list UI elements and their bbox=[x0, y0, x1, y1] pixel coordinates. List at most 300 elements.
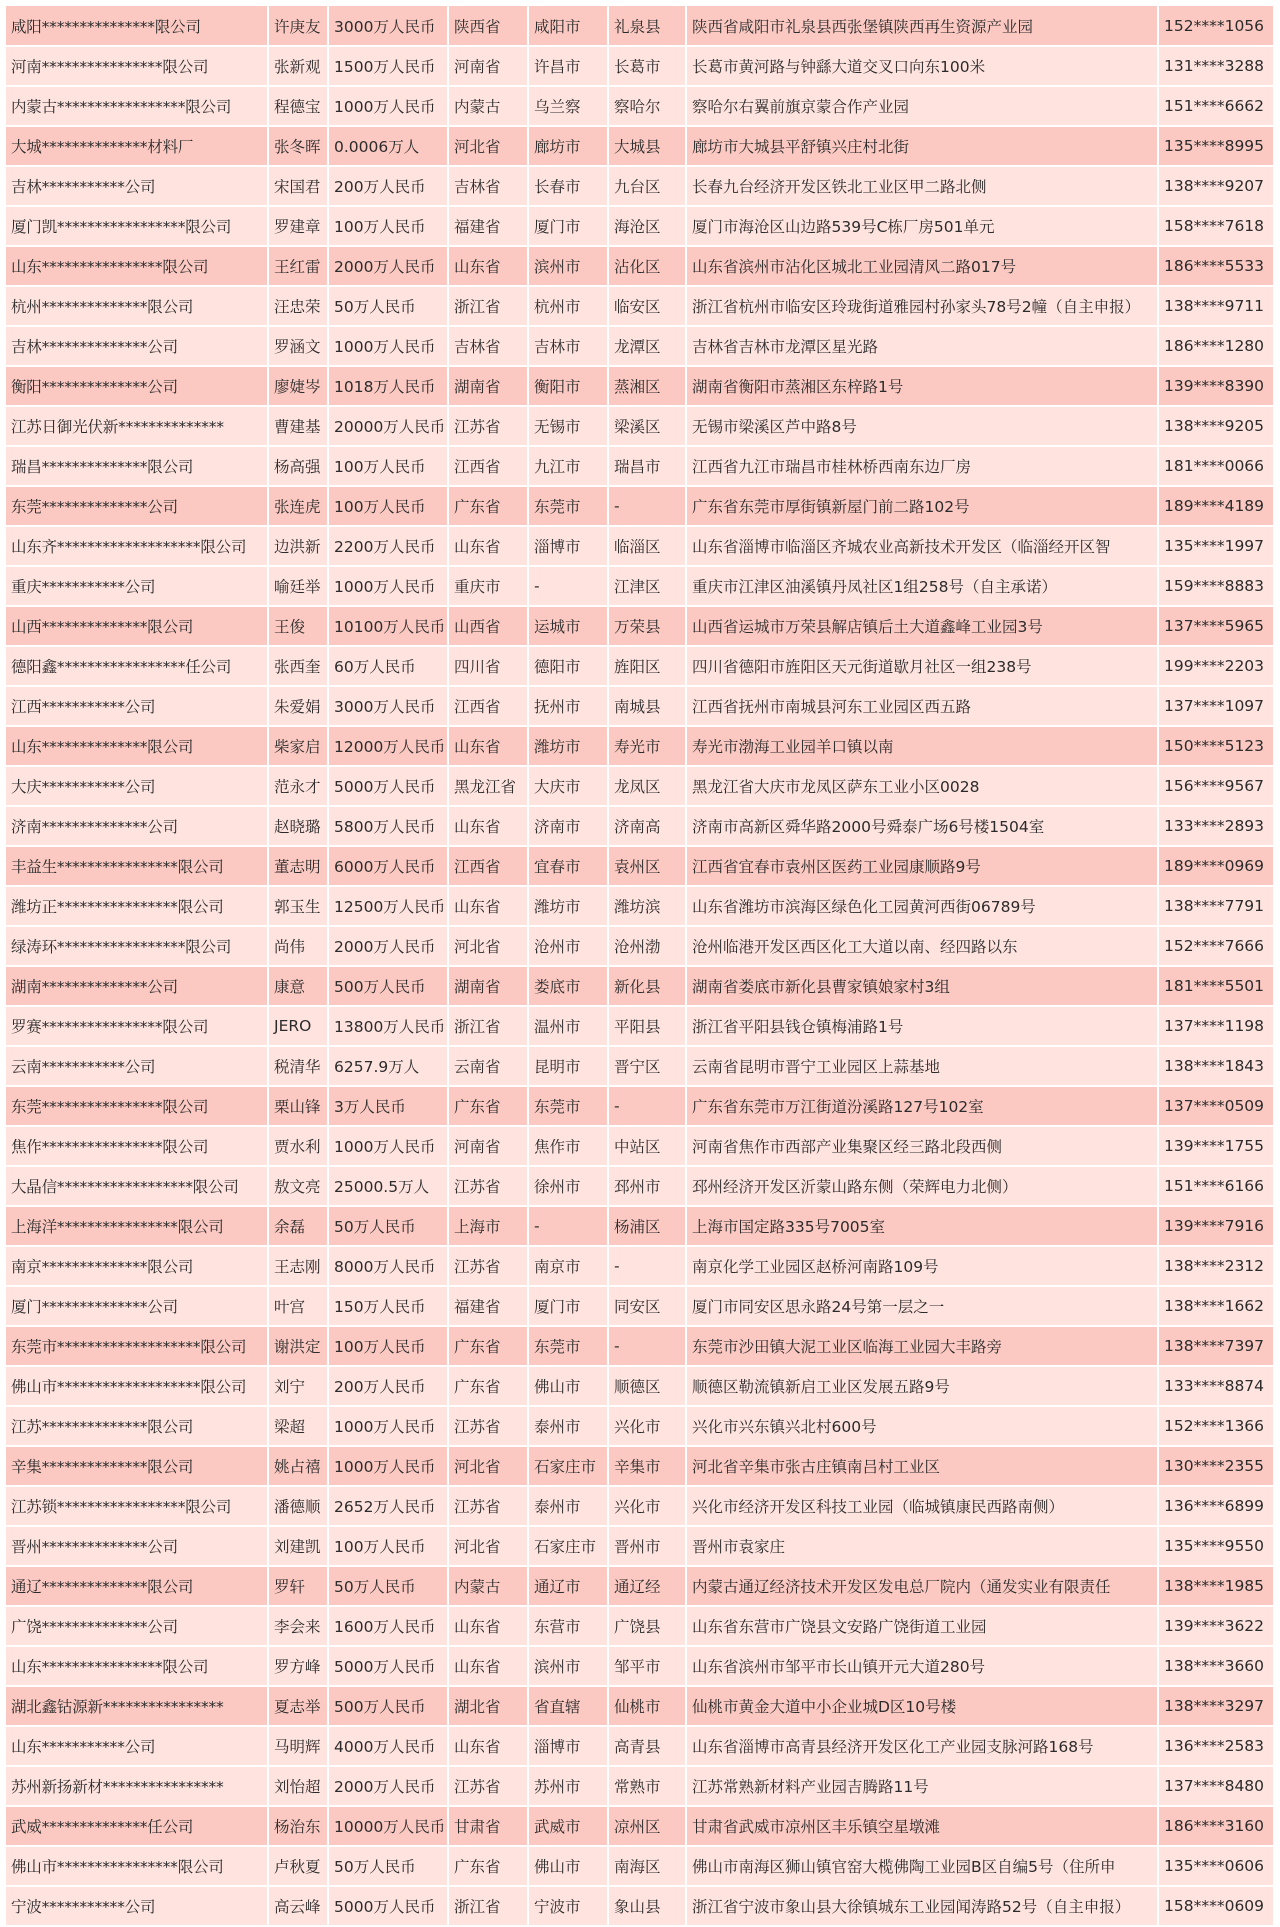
legal-rep-cell: 董志明 bbox=[268, 846, 328, 886]
address-cell: 长春九台经济开发区铁北工业区甲二路北侧 bbox=[686, 166, 1158, 206]
address-cell: 吉林省吉林市龙潭区星光路 bbox=[686, 326, 1158, 366]
registered-capital-cell: 100万人民币 bbox=[328, 206, 448, 246]
district-cell: 广饶县 bbox=[608, 1606, 686, 1646]
phone-cell: 189****0969 bbox=[1158, 846, 1274, 886]
registered-capital-cell: 3000万人民币 bbox=[328, 6, 448, 46]
registered-capital-cell: 200万人民币 bbox=[328, 1366, 448, 1406]
table-row bbox=[6, 806, 1274, 846]
legal-rep-cell: 王志刚 bbox=[268, 1246, 328, 1286]
legal-rep-cell: 梁超 bbox=[268, 1406, 328, 1446]
phone-cell: 138****1662 bbox=[1158, 1286, 1274, 1326]
legal-rep-cell: 潘德顺 bbox=[268, 1486, 328, 1526]
table-row bbox=[6, 1366, 1274, 1406]
legal-rep-cell: 范永才 bbox=[268, 766, 328, 806]
phone-cell: 137****1198 bbox=[1158, 1006, 1274, 1046]
legal-rep-cell: 刘宁 bbox=[268, 1366, 328, 1406]
company-name-cell: 衡阳**************公司 bbox=[6, 366, 268, 406]
company-name-cell: 内蒙古*****************限公司 bbox=[6, 86, 268, 126]
address-cell: 寿光市渤海工业园羊口镇以南 bbox=[686, 726, 1158, 766]
phone-cell: 150****5123 bbox=[1158, 726, 1274, 766]
province-cell: 浙江省 bbox=[448, 286, 528, 326]
province-cell: 江苏省 bbox=[448, 1246, 528, 1286]
district-cell: 平阳县 bbox=[608, 1006, 686, 1046]
table-row bbox=[6, 1646, 1274, 1686]
company-name-cell: 山东****************限公司 bbox=[6, 246, 268, 286]
city-cell: 徐州市 bbox=[528, 1166, 608, 1206]
province-cell: 江苏省 bbox=[448, 406, 528, 446]
table-row bbox=[6, 1166, 1274, 1206]
table-row bbox=[6, 1806, 1274, 1846]
registered-capital-cell: 3万人民币 bbox=[328, 1086, 448, 1126]
table-row bbox=[6, 1246, 1274, 1286]
province-cell: 江苏省 bbox=[448, 1766, 528, 1806]
legal-rep-cell: 朱爱娟 bbox=[268, 686, 328, 726]
legal-rep-cell: 王红雷 bbox=[268, 246, 328, 286]
city-cell: 宁波市 bbox=[528, 1886, 608, 1926]
registered-capital-cell: 5000万人民币 bbox=[328, 1646, 448, 1686]
legal-rep-cell: 叶宫 bbox=[268, 1286, 328, 1326]
legal-rep-cell: 康意 bbox=[268, 966, 328, 1006]
address-cell: 山西省运城市万荣县解店镇后土大道鑫峰工业园3号 bbox=[686, 606, 1158, 646]
city-cell: 石家庄市 bbox=[528, 1446, 608, 1486]
province-cell: 内蒙古 bbox=[448, 86, 528, 126]
province-cell: 黑龙江省 bbox=[448, 766, 528, 806]
address-cell: 浙江省平阳县钱仓镇梅浦路1号 bbox=[686, 1006, 1158, 1046]
district-cell: 象山县 bbox=[608, 1886, 686, 1926]
company-name-cell: 德阳鑫*****************任公司 bbox=[6, 646, 268, 686]
phone-cell: 138****9205 bbox=[1158, 406, 1274, 446]
district-cell: 顺德区 bbox=[608, 1366, 686, 1406]
province-cell: 江苏省 bbox=[448, 1486, 528, 1526]
phone-cell: 138****9711 bbox=[1158, 286, 1274, 326]
table-row bbox=[6, 606, 1274, 646]
province-cell: 浙江省 bbox=[448, 1006, 528, 1046]
city-cell: 济南市 bbox=[528, 806, 608, 846]
company-name-cell: 厦门**************公司 bbox=[6, 1286, 268, 1326]
address-cell: 江西省抚州市南城县河东工业园区西五路 bbox=[686, 686, 1158, 726]
phone-cell: 138****2312 bbox=[1158, 1246, 1274, 1286]
registered-capital-cell: 1018万人民币 bbox=[328, 366, 448, 406]
address-cell: 浙江省杭州市临安区玲珑街道雅园村孙家头78号2幢（自主申报） bbox=[686, 286, 1158, 326]
district-cell: 济南高 bbox=[608, 806, 686, 846]
table-row bbox=[6, 1126, 1274, 1166]
legal-rep-cell: 李会来 bbox=[268, 1606, 328, 1646]
company-table-wrapper bbox=[6, 6, 1274, 1927]
address-cell: 山东省潍坊市滨海区绿色化工园黄河西街06789号 bbox=[686, 886, 1158, 926]
phone-cell: 135****9550 bbox=[1158, 1526, 1274, 1566]
address-cell: 广东省东莞市万江街道汾溪路127号102室 bbox=[686, 1086, 1158, 1126]
phone-cell: 137****0509 bbox=[1158, 1086, 1274, 1126]
address-cell: 四川省德阳市旌阳区天元街道歇月社区一组238号 bbox=[686, 646, 1158, 686]
company-name-cell: 晋州**************公司 bbox=[6, 1526, 268, 1566]
table-row bbox=[6, 686, 1274, 726]
registered-capital-cell: 100万人民币 bbox=[328, 1526, 448, 1566]
address-cell: 云南省昆明市晋宁工业园区上蒜基地 bbox=[686, 1046, 1158, 1086]
city-cell: 温州市 bbox=[528, 1006, 608, 1046]
address-cell: 长葛市黄河路与钟繇大道交叉口向东100米 bbox=[686, 46, 1158, 86]
city-cell: 东莞市 bbox=[528, 1086, 608, 1126]
registered-capital-cell: 50万人民币 bbox=[328, 1566, 448, 1606]
province-cell: 广东省 bbox=[448, 1086, 528, 1126]
company-name-cell: 济南**************公司 bbox=[6, 806, 268, 846]
phone-cell: 186****1280 bbox=[1158, 326, 1274, 366]
phone-cell: 139****7916 bbox=[1158, 1206, 1274, 1246]
district-cell: 临安区 bbox=[608, 286, 686, 326]
province-cell: 广东省 bbox=[448, 486, 528, 526]
legal-rep-cell: 柴家启 bbox=[268, 726, 328, 766]
city-cell: 苏州市 bbox=[528, 1766, 608, 1806]
province-cell: 吉林省 bbox=[448, 326, 528, 366]
province-cell: 山东省 bbox=[448, 1646, 528, 1686]
legal-rep-cell: 马明辉 bbox=[268, 1726, 328, 1766]
address-cell: 江苏常熟新材料产业园吉腾路11号 bbox=[686, 1766, 1158, 1806]
legal-rep-cell: 张新观 bbox=[268, 46, 328, 86]
table-row bbox=[6, 406, 1274, 446]
table-row bbox=[6, 366, 1274, 406]
company-name-cell: 咸阳***************限公司 bbox=[6, 6, 268, 46]
address-cell: 沧州临港开发区西区化工大道以南、经四路以东 bbox=[686, 926, 1158, 966]
province-cell: 江西省 bbox=[448, 446, 528, 486]
phone-cell: 151****6166 bbox=[1158, 1166, 1274, 1206]
city-cell: 潍坊市 bbox=[528, 726, 608, 766]
company-name-cell: 宁波***********公司 bbox=[6, 1886, 268, 1926]
province-cell: 甘肃省 bbox=[448, 1806, 528, 1846]
district-cell: 邹平市 bbox=[608, 1646, 686, 1686]
company-name-cell: 河南****************限公司 bbox=[6, 46, 268, 86]
address-cell: 黑龙江省大庆市龙凤区萨东工业小区0028 bbox=[686, 766, 1158, 806]
province-cell: 福建省 bbox=[448, 206, 528, 246]
legal-rep-cell: JERO bbox=[268, 1006, 328, 1046]
district-cell: 常熟市 bbox=[608, 1766, 686, 1806]
registered-capital-cell: 6000万人民币 bbox=[328, 846, 448, 886]
company-name-cell: 辛集**************限公司 bbox=[6, 1446, 268, 1486]
table-row bbox=[6, 446, 1274, 486]
district-cell: - bbox=[608, 486, 686, 526]
address-cell: 河南省焦作市西部产业集聚区经三路北段西侧 bbox=[686, 1126, 1158, 1166]
address-cell: 佛山市南海区狮山镇官窑大榄佛陶工业园B区自编5号（住所申 bbox=[686, 1846, 1158, 1886]
company-name-cell: 湖南**************公司 bbox=[6, 966, 268, 1006]
address-cell: 山东省滨州市邹平市长山镇开元大道280号 bbox=[686, 1646, 1158, 1686]
table-row bbox=[6, 1566, 1274, 1606]
registered-capital-cell: 2200万人民币 bbox=[328, 526, 448, 566]
registered-capital-cell: 50万人民币 bbox=[328, 1846, 448, 1886]
legal-rep-cell: 许庚友 bbox=[268, 6, 328, 46]
phone-cell: 131****3288 bbox=[1158, 46, 1274, 86]
table-row bbox=[6, 46, 1274, 86]
city-cell: 东莞市 bbox=[528, 1326, 608, 1366]
district-cell: 兴化市 bbox=[608, 1406, 686, 1446]
district-cell: 海沧区 bbox=[608, 206, 686, 246]
legal-rep-cell: 杨高强 bbox=[268, 446, 328, 486]
province-cell: 河北省 bbox=[448, 1526, 528, 1566]
phone-cell: 138****9207 bbox=[1158, 166, 1274, 206]
legal-rep-cell: 张连虎 bbox=[268, 486, 328, 526]
phone-cell: 138****1985 bbox=[1158, 1566, 1274, 1606]
district-cell: 潍坊滨 bbox=[608, 886, 686, 926]
phone-cell: 186****5533 bbox=[1158, 246, 1274, 286]
legal-rep-cell: 卢秋夏 bbox=[268, 1846, 328, 1886]
company-table bbox=[6, 6, 1275, 1927]
table-row bbox=[6, 1526, 1274, 1566]
district-cell: 邳州市 bbox=[608, 1166, 686, 1206]
company-name-cell: 山东**************限公司 bbox=[6, 726, 268, 766]
district-cell: 仙桃市 bbox=[608, 1686, 686, 1726]
address-cell: 广东省东莞市厚街镇新屋门前二路102号 bbox=[686, 486, 1158, 526]
company-name-cell: 江苏**************限公司 bbox=[6, 1406, 268, 1446]
address-cell: 重庆市江津区油溪镇丹凤社区1组258号（自主承诺） bbox=[686, 566, 1158, 606]
company-name-cell: 武威**************任公司 bbox=[6, 1806, 268, 1846]
province-cell: 山东省 bbox=[448, 886, 528, 926]
province-cell: 陕西省 bbox=[448, 6, 528, 46]
phone-cell: 152****1056 bbox=[1158, 6, 1274, 46]
district-cell: 长葛市 bbox=[608, 46, 686, 86]
city-cell: 九江市 bbox=[528, 446, 608, 486]
legal-rep-cell: 贾水利 bbox=[268, 1126, 328, 1166]
table-row bbox=[6, 1206, 1274, 1246]
table-row bbox=[6, 1326, 1274, 1366]
city-cell: 佛山市 bbox=[528, 1366, 608, 1406]
table-row bbox=[6, 246, 1274, 286]
legal-rep-cell: 罗建章 bbox=[268, 206, 328, 246]
table-row bbox=[6, 486, 1274, 526]
phone-cell: 137****8480 bbox=[1158, 1766, 1274, 1806]
province-cell: 云南省 bbox=[448, 1046, 528, 1086]
province-cell: 广东省 bbox=[448, 1326, 528, 1366]
registered-capital-cell: 150万人民币 bbox=[328, 1286, 448, 1326]
table-row bbox=[6, 1606, 1274, 1646]
company-name-cell: 山东齐*******************限公司 bbox=[6, 526, 268, 566]
city-cell: 滨州市 bbox=[528, 1646, 608, 1686]
address-cell: 厦门市同安区思永路24号第一层之一 bbox=[686, 1286, 1158, 1326]
district-cell: 龙潭区 bbox=[608, 326, 686, 366]
address-cell: 廊坊市大城县平舒镇兴庄村北街 bbox=[686, 126, 1158, 166]
phone-cell: 152****1366 bbox=[1158, 1406, 1274, 1446]
legal-rep-cell: 王俊 bbox=[268, 606, 328, 646]
registered-capital-cell: 1000万人民币 bbox=[328, 86, 448, 126]
company-name-cell: 江苏日御光伏新************** bbox=[6, 406, 268, 446]
registered-capital-cell: 1000万人民币 bbox=[328, 326, 448, 366]
address-cell: 无锡市梁溪区芦中路8号 bbox=[686, 406, 1158, 446]
phone-cell: 135****0606 bbox=[1158, 1846, 1274, 1886]
district-cell: 杨浦区 bbox=[608, 1206, 686, 1246]
city-cell: 厦门市 bbox=[528, 1286, 608, 1326]
phone-cell: 130****2355 bbox=[1158, 1446, 1274, 1486]
table-row bbox=[6, 1486, 1274, 1526]
city-cell: 吉林市 bbox=[528, 326, 608, 366]
phone-cell: 139****8390 bbox=[1158, 366, 1274, 406]
phone-cell: 158****7618 bbox=[1158, 206, 1274, 246]
city-cell: 焦作市 bbox=[528, 1126, 608, 1166]
district-cell: 临淄区 bbox=[608, 526, 686, 566]
phone-cell: 138****7397 bbox=[1158, 1326, 1274, 1366]
registered-capital-cell: 6257.9万人 bbox=[328, 1046, 448, 1086]
registered-capital-cell: 1500万人民币 bbox=[328, 46, 448, 86]
company-name-cell: 瑞昌**************限公司 bbox=[6, 446, 268, 486]
company-name-cell: 佛山市****************限公司 bbox=[6, 1846, 268, 1886]
company-name-cell: 绿涛环*****************限公司 bbox=[6, 926, 268, 966]
registered-capital-cell: 50万人民币 bbox=[328, 286, 448, 326]
company-name-cell: 东莞****************限公司 bbox=[6, 1086, 268, 1126]
phone-cell: 135****1997 bbox=[1158, 526, 1274, 566]
address-cell: 江西省九江市瑞昌市桂林桥西南东边厂房 bbox=[686, 446, 1158, 486]
province-cell: 江苏省 bbox=[448, 1406, 528, 1446]
address-cell: 兴化市兴东镇兴北村600号 bbox=[686, 1406, 1158, 1446]
city-cell: 泰州市 bbox=[528, 1406, 608, 1446]
address-cell: 晋州市袁家庄 bbox=[686, 1526, 1158, 1566]
table-body bbox=[6, 6, 1274, 1926]
registered-capital-cell: 10000万人民币 bbox=[328, 1806, 448, 1846]
legal-rep-cell: 廖婕岑 bbox=[268, 366, 328, 406]
address-cell: 湖南省娄底市新化县曹家镇娘家村3组 bbox=[686, 966, 1158, 1006]
province-cell: 山东省 bbox=[448, 526, 528, 566]
city-cell: 东营市 bbox=[528, 1606, 608, 1646]
legal-rep-cell: 张冬晖 bbox=[268, 126, 328, 166]
company-name-cell: 上海洋****************限公司 bbox=[6, 1206, 268, 1246]
registered-capital-cell: 5800万人民币 bbox=[328, 806, 448, 846]
province-cell: 江西省 bbox=[448, 686, 528, 726]
city-cell: 抚州市 bbox=[528, 686, 608, 726]
table-row bbox=[6, 1846, 1274, 1886]
legal-rep-cell: 罗方峰 bbox=[268, 1646, 328, 1686]
province-cell: 河南省 bbox=[448, 1126, 528, 1166]
district-cell: - bbox=[608, 1086, 686, 1126]
table-row bbox=[6, 1886, 1274, 1926]
phone-cell: 136****6899 bbox=[1158, 1486, 1274, 1526]
province-cell: 江西省 bbox=[448, 846, 528, 886]
province-cell: 重庆市 bbox=[448, 566, 528, 606]
phone-cell: 158****0609 bbox=[1158, 1886, 1274, 1926]
table-row bbox=[6, 766, 1274, 806]
legal-rep-cell: 汪忠荣 bbox=[268, 286, 328, 326]
registered-capital-cell: 8000万人民币 bbox=[328, 1246, 448, 1286]
city-cell: 泰州市 bbox=[528, 1486, 608, 1526]
registered-capital-cell: 200万人民币 bbox=[328, 166, 448, 206]
registered-capital-cell: 100万人民币 bbox=[328, 446, 448, 486]
district-cell: 万荣县 bbox=[608, 606, 686, 646]
city-cell: 通辽市 bbox=[528, 1566, 608, 1606]
district-cell: 沧州渤 bbox=[608, 926, 686, 966]
province-cell: 福建省 bbox=[448, 1286, 528, 1326]
province-cell: 湖南省 bbox=[448, 366, 528, 406]
province-cell: 河南省 bbox=[448, 46, 528, 86]
legal-rep-cell: 刘建凯 bbox=[268, 1526, 328, 1566]
table-row bbox=[6, 926, 1274, 966]
legal-rep-cell: 郭玉生 bbox=[268, 886, 328, 926]
city-cell: 潍坊市 bbox=[528, 886, 608, 926]
legal-rep-cell: 程德宝 bbox=[268, 86, 328, 126]
registered-capital-cell: 5000万人民币 bbox=[328, 766, 448, 806]
phone-cell: 138****1843 bbox=[1158, 1046, 1274, 1086]
company-name-cell: 广饶**************公司 bbox=[6, 1606, 268, 1646]
registered-capital-cell: 3000万人民币 bbox=[328, 686, 448, 726]
registered-capital-cell: 20000万人民币 bbox=[328, 406, 448, 446]
city-cell: 淄博市 bbox=[528, 526, 608, 566]
table-row bbox=[6, 1286, 1274, 1326]
district-cell: 同安区 bbox=[608, 1286, 686, 1326]
legal-rep-cell: 边洪新 bbox=[268, 526, 328, 566]
company-name-cell: 大城**************材料厂 bbox=[6, 126, 268, 166]
district-cell: 晋州市 bbox=[608, 1526, 686, 1566]
registered-capital-cell: 1000万人民币 bbox=[328, 1406, 448, 1446]
legal-rep-cell: 高云峰 bbox=[268, 1886, 328, 1926]
table-row bbox=[6, 886, 1274, 926]
city-cell: 省直辖 bbox=[528, 1686, 608, 1726]
company-name-cell: 佛山市*******************限公司 bbox=[6, 1366, 268, 1406]
address-cell: 仙桃市黄金大道中小企业城D区10号楼 bbox=[686, 1686, 1158, 1726]
table-row bbox=[6, 526, 1274, 566]
province-cell: 四川省 bbox=[448, 646, 528, 686]
district-cell: 高青县 bbox=[608, 1726, 686, 1766]
city-cell: 德阳市 bbox=[528, 646, 608, 686]
company-name-cell: 江西***********公司 bbox=[6, 686, 268, 726]
phone-cell: 138****3297 bbox=[1158, 1686, 1274, 1726]
registered-capital-cell: 10100万人民币 bbox=[328, 606, 448, 646]
company-name-cell: 大晶信******************限公司 bbox=[6, 1166, 268, 1206]
table-row bbox=[6, 846, 1274, 886]
province-cell: 江苏省 bbox=[448, 1166, 528, 1206]
registered-capital-cell: 100万人民币 bbox=[328, 1326, 448, 1366]
city-cell: - bbox=[528, 1206, 608, 1246]
address-cell: 厦门市海沧区山边路539号C栋厂房501单元 bbox=[686, 206, 1158, 246]
city-cell: 武威市 bbox=[528, 1806, 608, 1846]
phone-cell: 136****2583 bbox=[1158, 1726, 1274, 1766]
address-cell: 济南市高新区舜华路2000号舜泰广场6号楼1504室 bbox=[686, 806, 1158, 846]
city-cell: 乌兰察 bbox=[528, 86, 608, 126]
registered-capital-cell: 1600万人民币 bbox=[328, 1606, 448, 1646]
legal-rep-cell: 余磊 bbox=[268, 1206, 328, 1246]
district-cell: - bbox=[608, 1246, 686, 1286]
registered-capital-cell: 12500万人民币 bbox=[328, 886, 448, 926]
table-row bbox=[6, 1686, 1274, 1726]
registered-capital-cell: 13800万人民币 bbox=[328, 1006, 448, 1046]
city-cell: 宜春市 bbox=[528, 846, 608, 886]
district-cell: 察哈尔 bbox=[608, 86, 686, 126]
company-name-cell: 吉林**************公司 bbox=[6, 326, 268, 366]
province-cell: 河北省 bbox=[448, 1446, 528, 1486]
district-cell: 九台区 bbox=[608, 166, 686, 206]
registered-capital-cell: 2000万人民币 bbox=[328, 246, 448, 286]
city-cell: 南京市 bbox=[528, 1246, 608, 1286]
city-cell: 无锡市 bbox=[528, 406, 608, 446]
district-cell: - bbox=[608, 1326, 686, 1366]
company-name-cell: 厦门凯*****************限公司 bbox=[6, 206, 268, 246]
registered-capital-cell: 5000万人民币 bbox=[328, 1886, 448, 1926]
table-row bbox=[6, 726, 1274, 766]
table-row bbox=[6, 966, 1274, 1006]
city-cell: 运城市 bbox=[528, 606, 608, 646]
city-cell: 咸阳市 bbox=[528, 6, 608, 46]
legal-rep-cell: 栗山锋 bbox=[268, 1086, 328, 1126]
phone-cell: 159****8883 bbox=[1158, 566, 1274, 606]
city-cell: 石家庄市 bbox=[528, 1526, 608, 1566]
city-cell: 昆明市 bbox=[528, 1046, 608, 1086]
address-cell: 甘肃省武威市凉州区丰乐镇空星墩滩 bbox=[686, 1806, 1158, 1846]
district-cell: 袁州区 bbox=[608, 846, 686, 886]
legal-rep-cell: 罗涵文 bbox=[268, 326, 328, 366]
table-row bbox=[6, 1086, 1274, 1126]
table-row bbox=[6, 86, 1274, 126]
phone-cell: 186****3160 bbox=[1158, 1806, 1274, 1846]
registered-capital-cell: 1000万人民币 bbox=[328, 566, 448, 606]
table-row bbox=[6, 1446, 1274, 1486]
province-cell: 山西省 bbox=[448, 606, 528, 646]
table-row bbox=[6, 566, 1274, 606]
registered-capital-cell: 2652万人民币 bbox=[328, 1486, 448, 1526]
legal-rep-cell: 杨治东 bbox=[268, 1806, 328, 1846]
company-name-cell: 罗赛****************限公司 bbox=[6, 1006, 268, 1046]
registered-capital-cell: 50万人民币 bbox=[328, 1206, 448, 1246]
phone-cell: 139****1755 bbox=[1158, 1126, 1274, 1166]
